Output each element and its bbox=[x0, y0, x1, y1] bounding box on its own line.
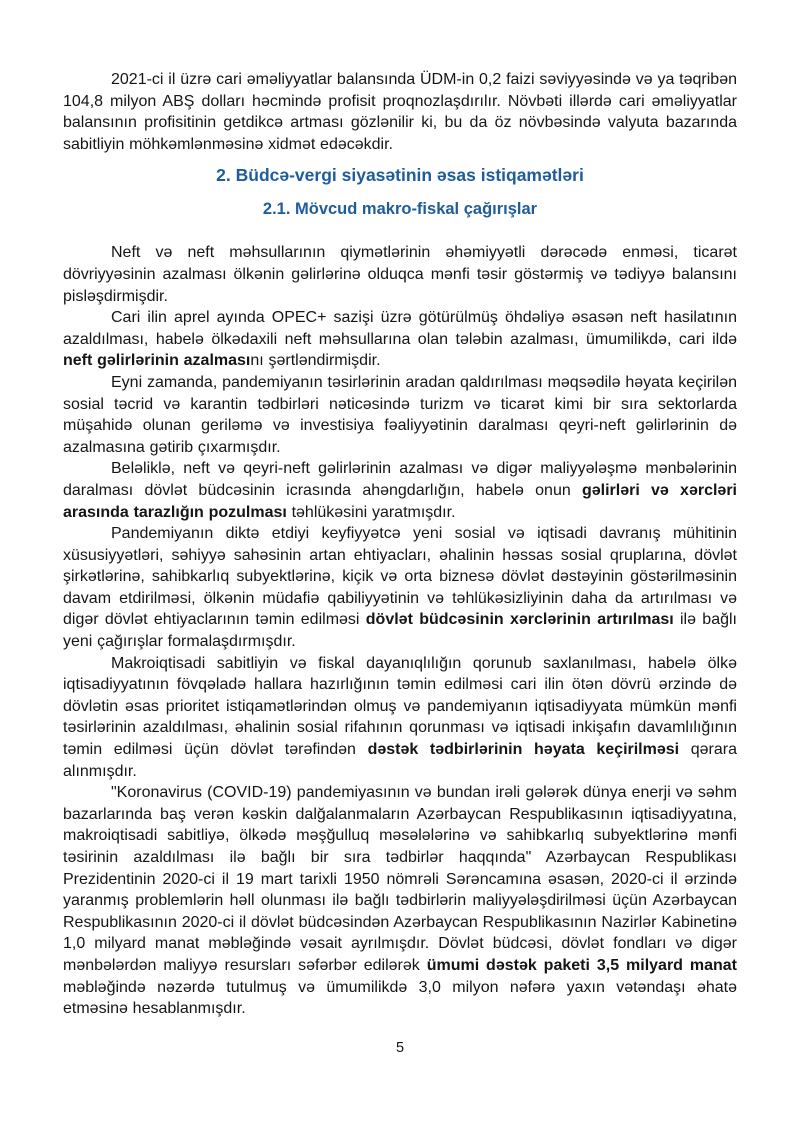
text-run: Neft və neft məhsullarının qiymətlərinin əhəmiyyətli dərəcədə enməsi, ticarət dövriyyəsinin azalması ölkənin gəlirlərinə olduqca mənfi təsir göstərmiş və tədiyyə balansını pisləşdirmişdir. bbox=[63, 244, 737, 305]
bold-text-run: neft gəlirlərinin azalması bbox=[63, 352, 251, 370]
paragraph bbox=[63, 307, 737, 372]
paragraph bbox=[63, 523, 737, 653]
bold-text-run: dövlət büdcəsinin xərclərinin artırılması bbox=[365, 611, 674, 629]
text-run: məbləğində nəzərdə tutulmuş və ümumilikdə 3,0 milyon nəfərə yaxın vətəndaşı əhatə etməsinə hesablanmışdır. bbox=[63, 978, 737, 1018]
document-body bbox=[63, 69, 737, 1020]
paragraph bbox=[63, 458, 737, 523]
text-run: Pandemiyanın diktə etdiyi keyfiyyətcə yeni sosial və iqtisadi davranış mühitinin xüsusiyyətləri, səhiyyə sahəsinin artan ehtiyacları, əhalinin həssas sosial qruplarına, dövlət şirkətlərinə, sahibkarlıq subyektlərinə, kiçik və orta biznesə dövlət dəstəyinin göstərilməsinin davam etdirilməsi, ölkənin müdafiə qabiliyyətinin və təhlükəsizliyinin daha da artırılması və digər dövlət ehtiyaclarının təmin edilməsi bbox=[63, 525, 737, 629]
bold-text-run: ümumi dəstək paketi 3,5 milyard manat bbox=[426, 956, 737, 974]
paragraph bbox=[63, 782, 737, 1020]
text-run: nı şərtləndirmişdir. bbox=[250, 352, 381, 370]
text-run: Eyni zamanda, pandemiyanın təsirlərinin aradan qaldırılması məqsədilə həyata keçirilən sosial təcrid və karantin tədbirləri nəticəsində turizm və ticarət kimi bir sıra sektorlarda müşahidə olunan geriləmə və investisiya fəaliyyətinin daralması qeyri-neft gəlirlərinin də azalmasına gətirib çıxarmışdır. bbox=[63, 373, 737, 456]
paragraph bbox=[63, 69, 737, 155]
text-run: Cari ilin aprel ayında OPEC+ sazişi üzrə götürülmüş öhdəliyə əsasən neft hasilatının azaldılması, habelə ölkədaxili neft məhsullarına olan tələbin azalması, ümumilikdə, cari ildə bbox=[63, 309, 737, 348]
text-run: ilə bağlı yeni çağırışlar formalaşdırmışdır. bbox=[63, 611, 738, 651]
bold-text-run: gəlirləri və xərcləri arasında tarazlığın pozulması bbox=[63, 481, 737, 521]
paragraph bbox=[63, 242, 737, 307]
text-run: qərara alınmışdır. bbox=[63, 741, 738, 780]
text-run: "Koronavirus (COVID-19) pandemiyasının və bundan irəli gələrək dünya enerji və səhm bazarlarında baş verən kəskin dalğalanmaların Azərbaycan Respublikasının iqtisadiyyatına, makroiqtisadi sabitliyə, ölkədə məşğulluq məsələlərinə və sahibkarlıq subyektlərinə mənfi təsirinin azaldılması ilə bağlı bir sıra tədbirlər haqqında" Azərbaycan Respublikası Prezidentinin 2020-ci il 19 mart tarixli 1950 nömrəli Sərəncamına əsasən, 2020-ci il ərzində yaranmış problemlərin həll olunması ilə bağlı tədbirlərin maliyyələşdirilməsi üçün Azərbaycan Respublikasının 2020-ci il dövlət büdcəsindən Azərbaycan Respublikasının Nazirlər Kabinetinə 1,0 milyard manat məbləğində vəsait ayrılmışdır. Dövlət büdcəsi, dövlət fondları və digər mənbələrdən maliyyə resursları səfərbər edilərək bbox=[63, 784, 737, 974]
text-run: Makroiqtisadi sabitliyin və fiskal dayanıqlılığın qorunub saxlanılması, habelə ölkə iqtisadiyyatının fövqəladə hallara hazırlığının təmin edilməsi cari ilin ötən dövrü ərzində də dövlətin əsas prioritet istiqamətlərindən olmuş və pandemiyanın iqtisadiyyata mümkün mənfi təsirlərinin azaldılması, əhalinin sosial rifahının qorunması və iqtisadi inkişafın davamlılığının təmin edilməsi üçün dövlət tərəfindən bbox=[63, 654, 737, 759]
text-run: 2021-ci il üzrə cari əməliyyatlar balansında ÜDM-in 0,2 faizi səviyyəsində və ya təqribən 104,8 milyon ABŞ dolları həcmində profisit proqnozlaşdırılır. Növbəti illərdə cari əməliyyatlar balansının profisitinin getdikcə artması gözlənilir ki, bu da öz növbəsində valyuta bazarında sabitliyin möhkəmlənməsinə xidmət edəcəkdir. bbox=[63, 71, 737, 153]
section-heading: 2. Büdcə-vergi siyasətinin əsas istiqamətləri bbox=[216, 165, 584, 186]
text-run: Beləliklə, neft və qeyri-neft gəlirlərinin azalması və digər maliyyələşmə mənbələrinin daralması dövlət büdcəsinin icrasında ahəngdarlığın, habelə onun bbox=[63, 460, 737, 499]
paragraph bbox=[63, 653, 737, 783]
subsection-heading: 2.1. Mövcud makro-fiskal çağırışlar bbox=[262, 200, 538, 219]
bold-text-run: dəstək tədbirlərinin həyata keçirilməsi bbox=[367, 741, 680, 759]
paragraph bbox=[63, 372, 737, 458]
page-number: 5 bbox=[395, 1040, 405, 1056]
text-run: təhlükəsini yaratmışdır. bbox=[286, 503, 456, 521]
